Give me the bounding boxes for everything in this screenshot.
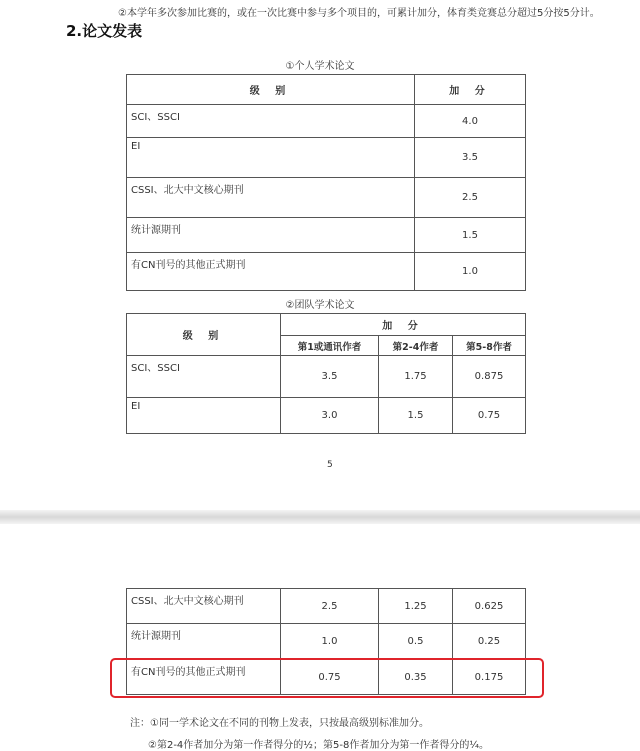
row-score-2-4: 1.25 bbox=[379, 589, 453, 624]
header-score: 加 分 bbox=[281, 314, 526, 336]
row-score-2-4: 0.5 bbox=[379, 624, 453, 660]
row-score-first: 0.75 bbox=[281, 660, 379, 695]
row-level: 统计源期刊 bbox=[127, 624, 281, 660]
row-score-first: 1.0 bbox=[281, 624, 379, 660]
row-score-2-4: 1.75 bbox=[379, 356, 453, 398]
individual-paper-table bbox=[126, 74, 526, 291]
table-row bbox=[127, 105, 526, 138]
table-row bbox=[127, 253, 526, 291]
row-level: 有CN刊号的其他正式期刊 bbox=[127, 660, 281, 695]
table-row bbox=[127, 356, 526, 398]
page-number: 5 bbox=[327, 460, 333, 470]
header-score: 加 分 bbox=[415, 75, 526, 105]
table-header-row bbox=[127, 314, 526, 336]
table-row bbox=[127, 624, 526, 660]
table-caption-team: ②团队学术论文 bbox=[285, 300, 355, 311]
row-level: EI bbox=[127, 138, 415, 178]
note-author-ratio: ②第2-4作者加分为第一作者得分的½；第5-8作者加分为第一作者得分的¼。 bbox=[148, 740, 490, 751]
row-score-2-4: 1.5 bbox=[379, 398, 453, 434]
row-score: 1.0 bbox=[415, 253, 526, 291]
table-row bbox=[127, 589, 526, 624]
row-level: 有CN刊号的其他正式期刊 bbox=[127, 253, 415, 291]
row-score-5-8: 0.175 bbox=[453, 660, 526, 695]
row-score-first: 3.0 bbox=[281, 398, 379, 434]
row-level: CSSI、北大中文核心期刊 bbox=[127, 589, 281, 624]
header-level: 级 别 bbox=[127, 75, 415, 105]
table-row bbox=[127, 138, 526, 178]
row-level: SCI、SSCI bbox=[127, 105, 415, 138]
highlight-box bbox=[110, 658, 544, 698]
row-level: 统计源期刊 bbox=[127, 218, 415, 253]
competition-note: ②本学年多次参加比赛的，或在一次比赛中参与多个项目的，可累计加分，体育类竞赛总分超过5分按5分计。 bbox=[118, 8, 600, 19]
note-highest-level: 注：①同一学术论文在不同的刊物上发表，只按最高级别标准加分。 bbox=[130, 718, 429, 729]
table-row bbox=[127, 178, 526, 218]
row-level: SCI、SSCI bbox=[127, 356, 281, 398]
subheader-2-4-author: 第2-4作者 bbox=[379, 336, 453, 356]
row-score-2-4: 0.35 bbox=[379, 660, 453, 695]
row-score-first: 2.5 bbox=[281, 589, 379, 624]
row-score: 1.5 bbox=[415, 218, 526, 253]
row-score: 3.5 bbox=[415, 138, 526, 178]
table-caption-individual: ①个人学术论文 bbox=[285, 61, 355, 72]
document-page-2 bbox=[0, 524, 640, 750]
table-header-row bbox=[127, 75, 526, 105]
row-score-5-8: 0.25 bbox=[453, 624, 526, 660]
table-row bbox=[127, 218, 526, 253]
table-row bbox=[127, 398, 526, 434]
row-score: 4.0 bbox=[415, 105, 526, 138]
subheader-first-author: 第1或通讯作者 bbox=[281, 336, 379, 356]
row-score: 2.5 bbox=[415, 178, 526, 218]
row-level: EI bbox=[127, 398, 281, 434]
header-level: 级 别 bbox=[127, 314, 281, 356]
subheader-5-8-author: 第5-8作者 bbox=[453, 336, 526, 356]
page-separator bbox=[0, 510, 640, 524]
section-title: 2.论文发表 bbox=[66, 22, 143, 40]
team-paper-table bbox=[126, 313, 526, 434]
row-score-first: 3.5 bbox=[281, 356, 379, 398]
row-level: CSSI、北大中文核心期刊 bbox=[127, 178, 415, 218]
row-score-5-8: 0.875 bbox=[453, 356, 526, 398]
row-score-5-8: 0.625 bbox=[453, 589, 526, 624]
row-score-5-8: 0.75 bbox=[453, 398, 526, 434]
